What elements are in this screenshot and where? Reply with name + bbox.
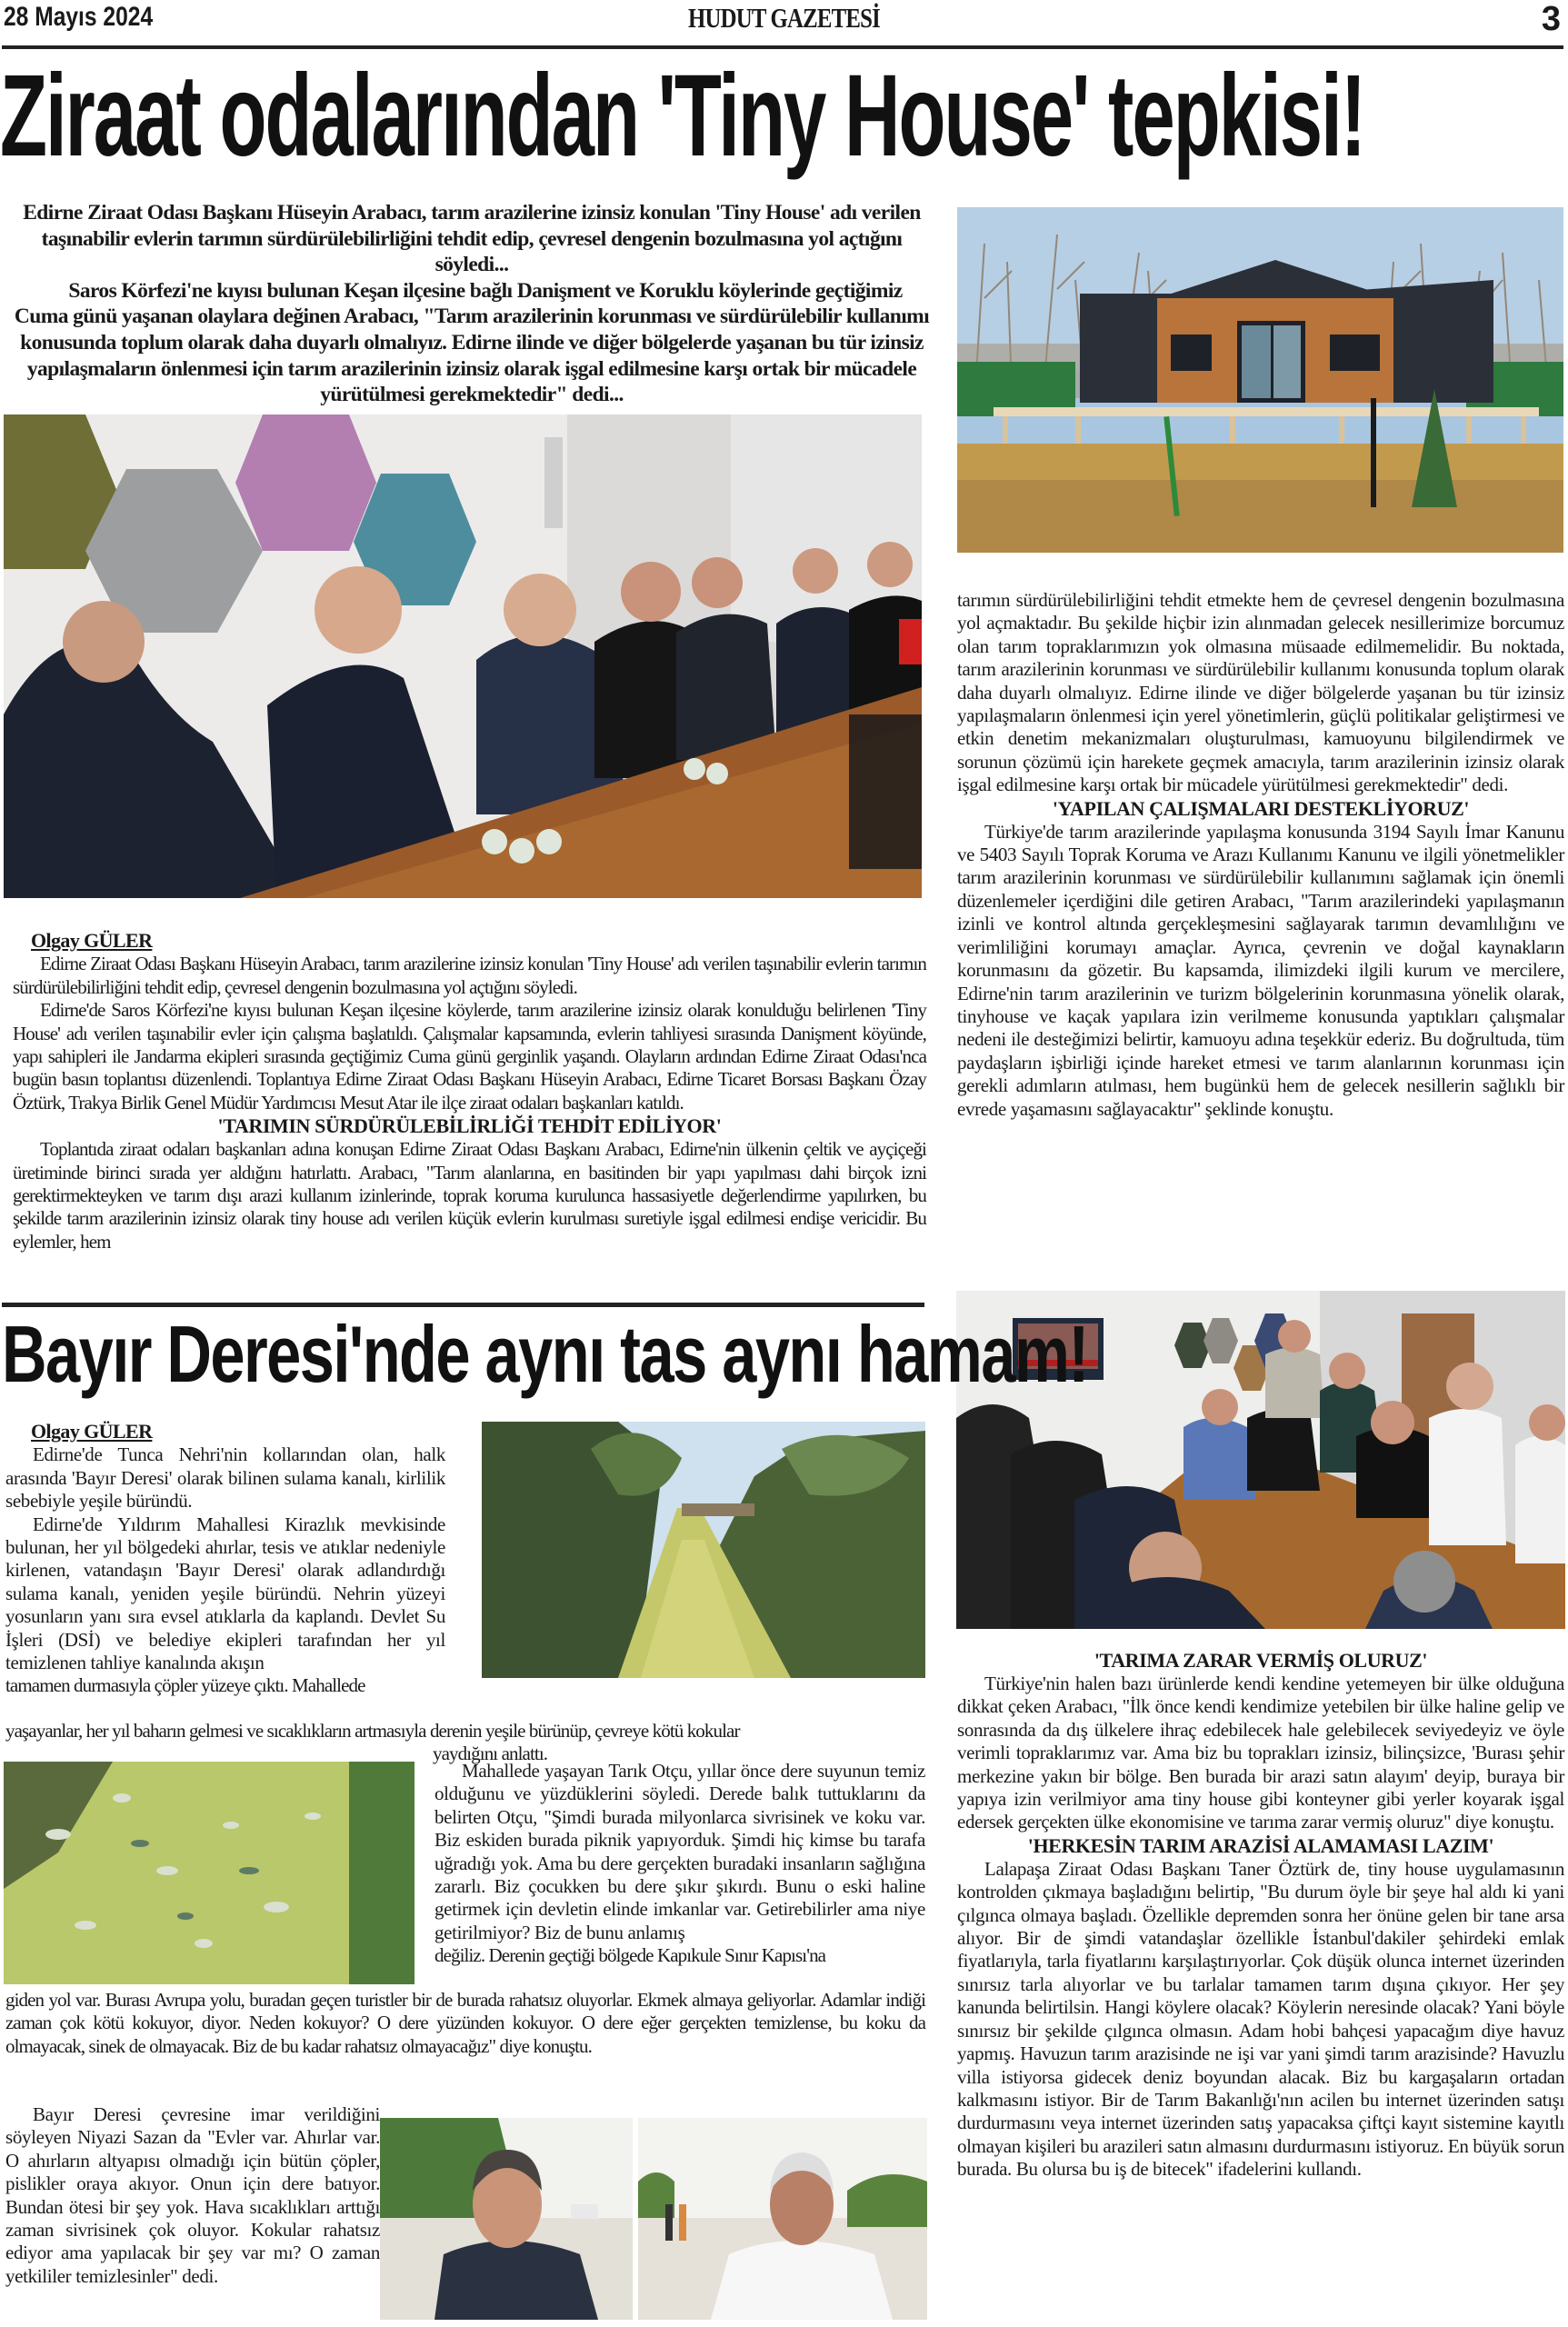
body-paragraph: Lalapaşa Ziraat Odası Başkanı Taner Öztürk de, tiny house uygulamasının kontrolden çıkmaya başladığını belirtip, "Bu durum öyle bir şeye hal aldı ki yani çılgınca olmaya başladı. Özellikle depremden sonra her önüne gelen bir tane arsa alıyor. Bir de şimdi vatandaşlar özellikle İstanbul'dakiler şehirdeki emlak fiyatlarıyla, tarla fiyatlarını karşılaştırıyorlar. Çok düşük olunca internet üzerinden sınırsız tarla alıyorlar ve bu tarlalar tamamen tarım dışına çıkıyor. Her şey kanunda belirtilsin. Hangi köylere olacak? Köylerin neresinde olacak? Yani böyle sınırsız bir şekilde çılgınca olmasın. Adam hobi bahçesi yapacağım diye havuz yapmış. Havuzun tarım arazisinde ne işi var yani şimdi tarım arazisinde? Havuzlu villa istiyorsa gidecek deniz boyundan alacak. Biz bu kargaşaların ortadan kalkmasını istiyor. Bir de Tarım Bakanlığı'nın acilen bu internet üzerinden satışı durdurmasını veya internet üzerinden satış yapacaksa çiftçi kayıt sistemine kayıtlı olmayan kişileri bu arazileri satın almasını durdurmasını istiyoruz. En büyük sorun burada. Bu olursa bu iş de bitecek" ifadelerini kullandı. (957, 1857, 1564, 2181)
tiny-house-photo (957, 207, 1563, 553)
body-paragraph: Toplantıda ziraat odaları başkanları adına konuşan Edirne Ziraat Odası Başkanı Arabacı, Edirne'nin ülkenin çeltik ve ayçiçeği üretiminde birinci sırada yer aldığını hatırlattı. Arabacı, "Tarım alanlarına, en basitinden bir yapı yapılması dahi birçok izni gerektirmekteyken ve tarım dışı arazi kullanım izinlerinde, toprak koruma kurulunca hassasiyetle değerlendirme yapılırken, bu şekilde tarım arazilerinin izinsiz olarak tiny house adı verilen küçük evlerin kurulması suretiyle işgal edilmesi endişe vericidir. Bu eylemler, hem (13, 1138, 926, 1253)
tarik-otcu-photo (380, 2118, 633, 2320)
article2-byline: Olgay GÜLER (31, 1420, 153, 1443)
body-paragraph: giden yol var. Burası Avrupa yolu, buradan geçen turistler bir de burada rahatsız oluyorlar. Ekmek almaya geliyorlar. Adamlar indiği zaman çok kötü kokuyor, diyor. Neden kokuyor? O dere yüzünden kokuyor. O dere eğer gerçekten temizlense, bu koku da olmayacak, sinek de olmayacak. Biz de bu kadar rahatsız olmayacağız" diye konuştu. (5, 1989, 925, 2057)
article2-otcu-quote-cont (5, 1989, 925, 2058)
article1-headline: Ziraat odalarından 'Tiny House' tepkisi! (0, 51, 1365, 181)
article2-intro (5, 1420, 445, 1698)
issue-date: 28 Mayıs 2024 (4, 2, 154, 32)
body-paragraph: tamamen durmasıyla çöpler yüzeye çıktı. Mahallede (5, 1674, 365, 1697)
press-meeting-photo (4, 414, 922, 898)
body-paragraph: yaşayanlar, her yıl baharın gelmesi ve sıcaklıkların artmasıyla derenin yeşile bürünüp, çevreye kötü kokular (5, 1720, 740, 1742)
lead-paragraph: Saros Körfezi'ne kıyısı bulunan Keşan ilçesine bağlı Danişment ve Koruklu köylerinde geçtiğimiz Cuma günü yaşanan olaylara değinen Arabacı, "Tarım arazilerinin korunması ve sürdürülebilir kullanımı konusunda toplum olarak daha duyarlı olmalıyız. Edirne ilinde ve diğer bölgelerde yaşanan bu tür izinsiz yapılaşmaların önlenmesi için tarım arazilerinin izinsiz olarak işgal edilmesine karşı ortak bir mücadele yürütülmesi gerekmektedir" dedi... (14, 278, 930, 407)
subhead-herkesin-tarim-arazisi: 'HERKESİN TARIM ARAZİSİ ALAMAMASI LAZIM' (1027, 1833, 1494, 1857)
body-paragraph: Edirne'de Tunca Nehri'nin kollarından olan, halk arasında 'Bayır Deresi' olarak bilinen sulama kanalı, kirlilik sebebiyle yeşile büründü. (5, 1443, 445, 1513)
section-rule (2, 1303, 924, 1307)
body-paragraph: Türkiye'nin halen bazı ürünlerde kendi kendine yetemeyen bir ülke olduğuna dikkat çeken Arabacı, "İlk önce kendi kendimize yetebilen bir ülke haline gelip ve sonrasında da dış ülkelere ihraç edebilecek hale gelebilecek seviyedeyiz ve öyle verimli topraklarımız var. Ama biz bu toprakları izinsiz, bilinçsizce, 'Burası şehir merkezine yakın bir bölge. Ben burada bir arazi satın alayım' deyip, buraya bir yapıya izin verilmiyor ama tiny house gibi konteyner gibi yerler koyarak işgal edersek gerçekten ülke ekonomisine ve tarıma zarar vermiş oluruz" diye konuştu. (957, 1673, 1564, 1833)
body-paragraph: Edirne Ziraat Odası Başkanı Hüseyin Arabacı, tarım arazilerine izinsiz konulan 'Tiny House' adı verilen taşınabilir evlerin tarımın sürdürülebilirliğini tehdit edip, çevresel dengenin bozulmasına yol açtığını söyledi. (13, 953, 926, 998)
body-paragraph: Edirne'de Yıldırım Mahallesi Kirazlık mevkisinde bulunan, her yıl bölgedeki ahırlar, tesis ve atıklar nedeniyle kirlenen, vatandaşın 'Bayır Deresi' olarak adlandırdığı sulama kanalı, yeniden yeşile büründü. Nehrin yüzeyi yosunların yanı sıra evsel atıklarla da kaplandı. Devlet Su İşleri (DSİ) ve belediye ekipleri tarafından her yıl temizlenen tahliye kanalında akışın (5, 1513, 445, 1674)
body-paragraph: Bayır Deresi çevresine imar verildiğini söyleyen Niyazi Sazan da "Evler var. Ahırlar var. O ahırların altyapısı olmadığı için bütün çöpler, pislikler oraya akıyor. Onun için dere batıyor. Bundan ötesi bir şey yok. Hava sıcaklıkları arttığı zaman sivrisinek çok oluyor. Kokular rahatsız ediyor ama yapılacak bir şey var mı? O zaman yetkililer temizlesinler" dedi. (5, 2103, 380, 2287)
subhead-tarima-zarar: 'TARIMA ZARAR VERMİŞ OLURUZ' (1094, 1649, 1428, 1672)
article2-headline: Bayır Deresi'nde aynı tas aynı hamam! (2, 1309, 1088, 1399)
article1-body-left (13, 929, 926, 1253)
body-paragraph: Edirne'de Saros Körfezi'ne kıyısı bulunan Keşan ilçesine köylerde, tarım arazilerine izinsiz olarak konulduğu belirlenen 'Tiny House' adı verilen taşınabilir evler için çalışma başlatıldı. Çalışmalar kapsamında, evlerin tahliyesi sırasında Danişment köyünde, yapı sahipleri ile Jandarma ekipleri sırasında geçtiğimiz Cuma günü gerginlik yaşandı. Olayların ardından Edirne Ziraat Odası'nca bugün basın toplantısı düzenlendi. Toplantıya Edirne Ziraat Odası Başkanı Hüseyin Arabacı, Edirne Ticaret Borsası Başkanı Özay Öztürk, Trakya Birlik Genel Müdür Yardımcısı Mesut Atar ile ilçe ziraat odaları başkanları katıldı. (13, 999, 926, 1114)
article1-byline: Olgay GÜLER (31, 929, 153, 952)
body-paragraph: değiliz. Derenin geçtiği bölgede Kapıkule Sınır Kapısı'na (434, 1944, 826, 1967)
body-paragraph: tarımın sürdürülebilirliğini tehdit etmekte hem de çevresel dengenin bozulmasına yol açmaktadır. Bu şekilde hiçbir izin alınmadan gelecek nesillerimize borcumuz olan tarım topraklarımızın yok olmasına müsaade edilmemelidir. Bu noktada, tarım arazilerinin korunması ve sürdürülebilir kullanımı konusunda toplum olarak daha duyarlı olmalıyız. Edirne ilinde ve diğer bölgelerde yaşanan bu tür izinsiz yapılaşmaların önlenmesi için yerel yönetimlerin, güçlü politikalar geliştirmesi ve etkin denetim mekanizmaları oluşturulması, kamuoyunu bilgilendirmek ve sorunun çözümü için harekete geçmek amacıyla, tarım arazilerinin izinsiz olarak işgal edilmesine karşı ortak bir mücadele yürütülmesi gerekmektedir" dedi. (957, 589, 1564, 796)
article2-otcu-quote (434, 1760, 925, 1968)
article1-body-right (957, 589, 1564, 1121)
subhead-yapilan-calismalar: 'YAPILAN ÇALIŞMALARI DESTEKLİYORUZ' (1052, 796, 1470, 820)
page-number: 3 (1541, 0, 1561, 38)
subhead-tarimin-surdurulebilirligi: 'TARIMIN SÜRDÜRÜLEBİLİRLİĞİ TEHDİT EDİLİYOR' (217, 1114, 722, 1138)
newspaper-name: HUDUT GAZETESİ (688, 2, 880, 34)
masthead-rule (2, 45, 1563, 49)
article1-lead (13, 200, 931, 408)
body-paragraph: Türkiye'de tarım arazilerinde yapılaşma konusunda 3194 Sayılı İmar Kanunu ve 5403 Sayılı Toprak Koruma ve Arazı Kullanımı Kanunu ve ilgili yönetmelikler tarım arazilerinin korunması ve sürdürülebilir kullanımını sağlamak için önemli düzenlemeler içerdiğini dile getiren Arabacı, "Tarım arazilerindeki yapılaşmanın izinli ve kontrol altında gerçekleşmesini sağlayarak tarımın devamlılığını ve verimliliğini korumayı amaçlar. Ayrıca, çevrenin ve doğal kaynakların korunmasını da gözetir. Bu kapsamda, ilimizdeki ilgili kurum ve mercilere, Edirne'nin tarım arazilerinin ve turizm bölgelerinin korunmasına yönelik olarak, tinyhouse ve kaçak yapılara izin verilmeme konusunda yaptıkları çalışmalar nedeni ile desteğimizi belirtir, kamuoyu adına teşekkür ederiz. Bu doğrultuda, tüm paydaşların işbirliği içinde hareket etmesi ve tarım alanlarının korunması için gerekli adımların atılması, hem bugünkü hem de gelecek nesillerin sağlıklı bir evrede yaşamasını sağlayacaktır" şeklinde konuştu. (957, 820, 1564, 1120)
body-paragraph: yaydığını anlattı. (433, 1743, 548, 1765)
lead-paragraph: Edirne Ziraat Odası Başkanı Hüseyin Arabacı, tarım arazilerine izinsiz konulan 'Tiny House' adı verilen taşınabilir evlerin tarımın sürdürülebilirliğini tehdit edip, çevresel dengenin bozulmasına yol açtığını söyledi... (23, 201, 921, 277)
article2-sazan-quote (5, 2103, 380, 2288)
article1-body-right-lower (957, 1649, 1564, 2182)
niyazi-sazan-photo (638, 2118, 927, 2320)
body-paragraph: Mahallede yaşayan Tarık Otçu, yıllar önce dere suyunun temiz olduğunu ve yüzdüklerini söyledi. Derede balık tuttuklarını da belirten Otçu, "Şimdi burada milyonlarca sivrisinek ve koku var. Biz eskiden burada piknik yapıyorduk. Şimdi hiç kimse bu tarafa uğradığı yok. Ama bu dere gerçekten buradaki insanların sağlığına zararlı. Biz çocukken bu dere şıkır şıkırdı. Bunu o eski haline getirmek için devletin elinde imkanlar var. Getirebilirler ama niye getirilmiyor? Biz de bunu anlamış (434, 1760, 925, 1943)
green-canal-photo (482, 1422, 925, 1678)
polluted-water-photo (4, 1762, 414, 1984)
